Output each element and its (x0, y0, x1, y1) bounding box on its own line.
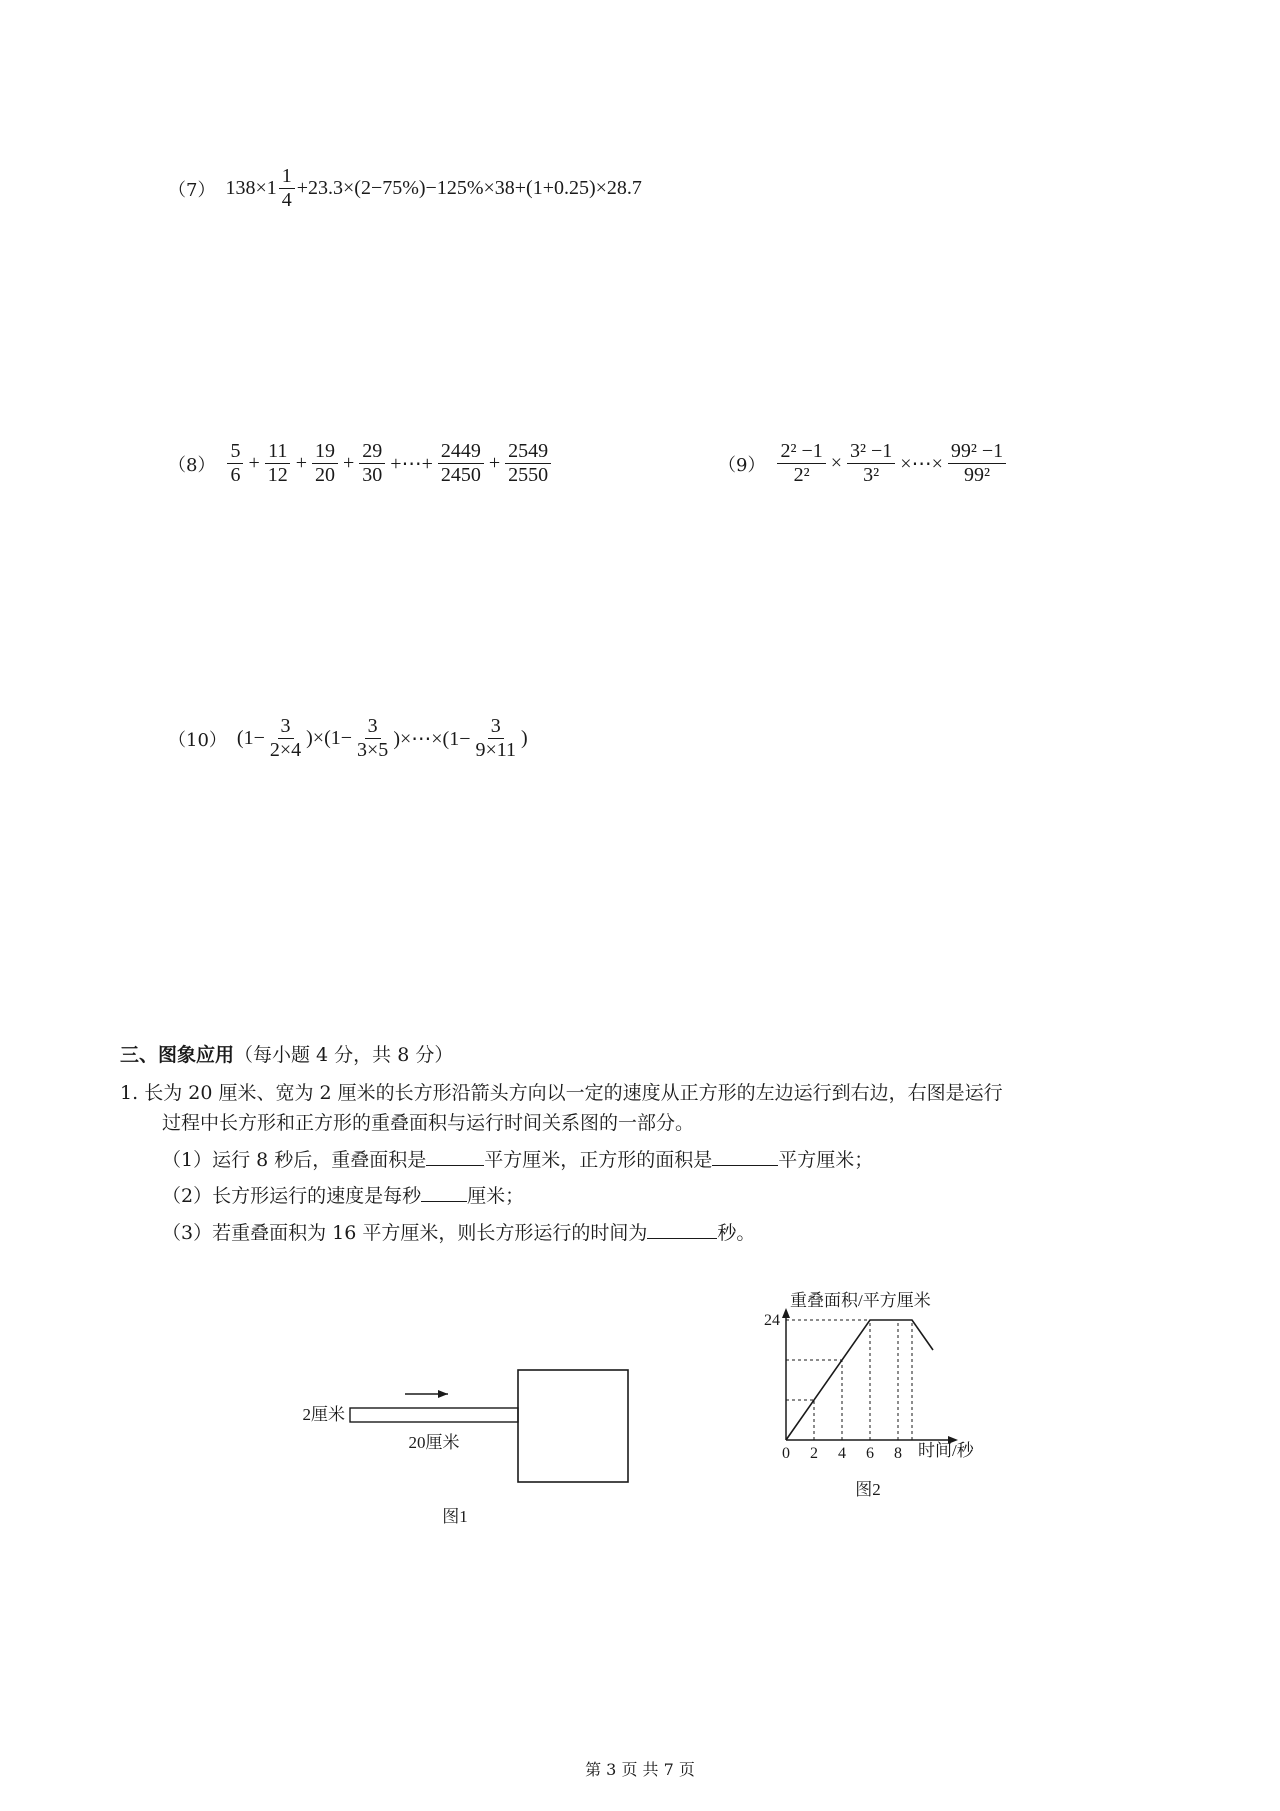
fraction: $\frac{11}{12}$ (265, 440, 291, 487)
fraction: $\frac{3}{3\times 5}$ (357, 715, 389, 761)
answer-blank[interactable] (647, 1220, 717, 1239)
problem-8: （8） $\frac{5}{6}$ + $\frac{11}{12}$ + $\frac{19}{20}$ + $\frac{29}{30}$ +⋯+ $\frac{2449}{2450}$ + $\frac{2549}{2550}$ (168, 440, 553, 487)
fraction: $\frac{19}{20}$ (312, 440, 338, 487)
series-line (786, 1320, 933, 1440)
subquestion-1: （1）运行 8 秒后，重叠面积是 平方厘米，正方形的面积是 平方厘米； (162, 1148, 874, 1171)
x-tick-label: 8 (894, 1445, 902, 1462)
x-tick-label: 2 (810, 1445, 818, 1462)
question-text-line1: 长为 20 厘米、宽为 2 厘米的长方形沿箭头方向以一定的速度从正方形的左边运行到右边，右图是运行 (144, 1082, 1003, 1104)
subquestion-3: （3）若重叠面积为 16 平方厘米，则长方形运行的时间为 秒。 (162, 1221, 756, 1244)
y-axis-label: 重叠面积/平方厘米 (790, 1291, 931, 1310)
y-tick-label: 24 (764, 1312, 780, 1329)
problem-10: （10） (1− $\frac{3}{2\times 4}$ )×(1− $\frac{3}{3\times 5}$ )×⋯×(1− $\frac{3}{9\times 11}$ ) (168, 715, 528, 761)
fraction: $\frac{29}{30}$ (359, 440, 385, 487)
problem-10-label: （10） (168, 729, 227, 751)
section-note: （每小题 4 分，共 8 分） (234, 1044, 454, 1066)
fraction: $\frac{\text{99² −1}}{\text{99²}}$ (948, 440, 1006, 487)
fraction: $\frac{3}{2\times 4}$ (269, 715, 302, 761)
section-title: 三、图象应用 (120, 1044, 235, 1066)
x-axis-label: 时间/秒 (918, 1441, 974, 1460)
question-text-line2: 过程中长方形和正方形的重叠面积与运行时间关系图的一部分。 (162, 1112, 695, 1135)
subquestion-2: （2）长方形运行的速度是每秒 厘米； (162, 1185, 525, 1208)
answer-blank[interactable] (712, 1147, 778, 1166)
problem-7-mixed-fraction: $\frac{1}{4}$ (279, 165, 295, 212)
fraction: $\frac{\text{2² −1}}{\text{2²}}$ (777, 440, 825, 487)
answer-blank[interactable] (421, 1183, 467, 1202)
figure-1 (270, 1350, 650, 1550)
page-footer: 第 3 页 共 7 页 (585, 1760, 695, 1779)
problem-7-term1: 138×1 (225, 177, 277, 199)
problem-7-label: （7） (168, 179, 216, 201)
fraction: $\frac{5}{6}$ (227, 440, 243, 487)
x-tick-label: 0 (782, 1445, 790, 1462)
question-number: 1. (120, 1082, 139, 1104)
fraction: $\frac{2449}{2450}$ (438, 440, 484, 487)
fraction: $\frac{\text{3² −1}}{\text{3²}}$ (847, 440, 895, 487)
figure-1-caption: 图1 (442, 1507, 468, 1526)
question-1 (120, 1078, 1180, 1248)
x-tick-label: 6 (866, 1445, 874, 1462)
rectangle-shape (350, 1408, 518, 1422)
width-label: 2厘米 (302, 1405, 345, 1424)
problem-9-label: （9） (718, 454, 766, 476)
fraction: $\frac{2549}{2550}$ (505, 440, 551, 487)
answer-blank[interactable] (426, 1147, 484, 1166)
figure-2-caption: 图2 (855, 1480, 881, 1499)
square-shape (518, 1370, 628, 1482)
problem-9: （9） $\frac{\text{2² −1}}{\text{2²}}$ × $\frac{\text{3² −1}}{\text{3²}}$ ×⋯× $\frac{\text{99² −1}}{\text{99²}}$ (718, 440, 1008, 487)
x-tick-label: 4 (838, 1445, 846, 1462)
figure-2-chart (740, 1290, 1020, 1515)
arrow-head-icon (438, 1390, 448, 1398)
problem-7-term2: +23.3×(2−75%)−125%×38+(1+0.25)×28.7 (296, 177, 642, 199)
problem-8-label: （8） (168, 454, 216, 476)
fraction: $\frac{3}{9\times 11}$ (475, 715, 517, 761)
section-heading (120, 1040, 453, 1067)
length-label: 20厘米 (408, 1433, 460, 1452)
y-axis-arrow-icon (782, 1308, 790, 1318)
problem-7 (168, 165, 642, 212)
